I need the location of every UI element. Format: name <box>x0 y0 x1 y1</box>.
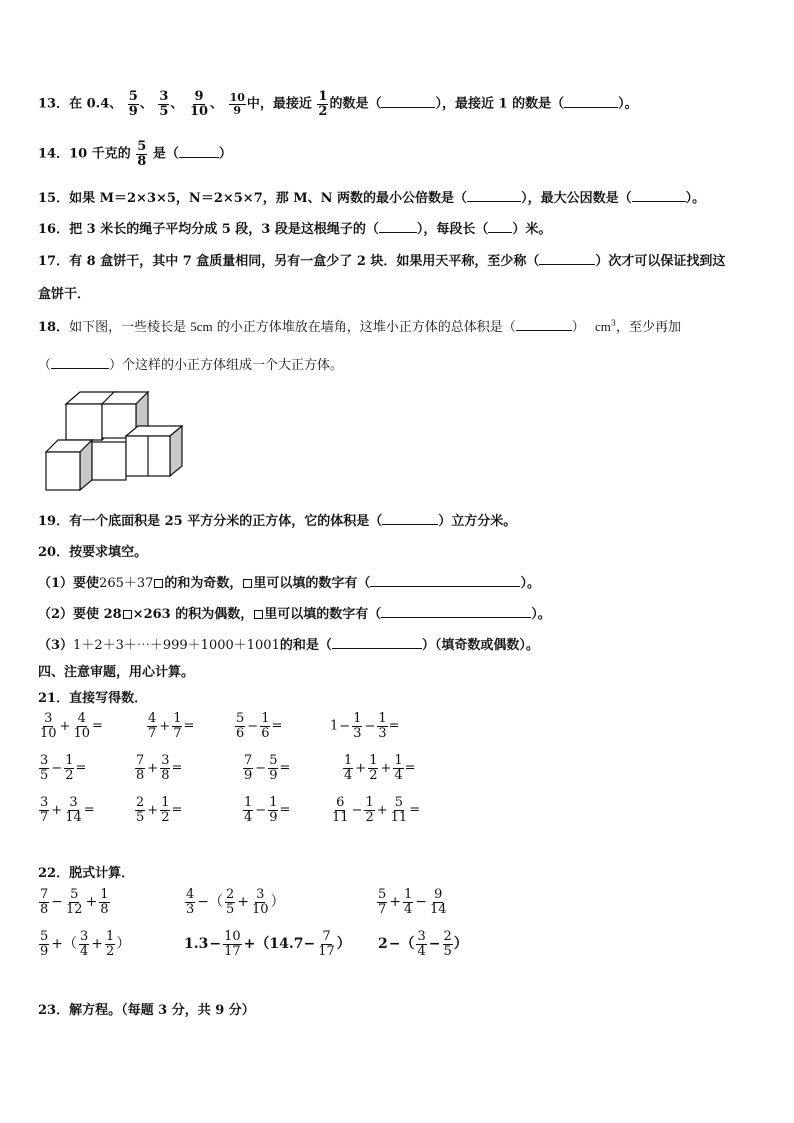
calc-item: $\frac{1}{4}$ − $\frac{1}{9}$ = <box>244 795 291 825</box>
calc-item: $\frac{7}{8}$ + $\frac{3}{8}$ = <box>136 753 183 783</box>
question-22: 22．脱式计算． <box>38 866 135 881</box>
answer-blank[interactable] <box>332 636 422 649</box>
calc-item: $\frac{7}{8}$ − $\frac{5}{12}$ + $\frac{1}{8}$ <box>40 887 109 917</box>
answer-blank[interactable] <box>381 95 435 108</box>
answer-blank[interactable] <box>382 512 438 525</box>
answer-blank[interactable] <box>370 574 520 587</box>
answer-blank[interactable] <box>632 189 686 202</box>
calc-item: 1.3− $\frac{10}{17}$ +（14.7− $\frac{7}{17}$ ） <box>184 929 351 959</box>
calc-item: 1− $\frac{1}{3}$ − $\frac{1}{3}$ = <box>330 711 400 741</box>
calc-item: $\frac{3}{10}$ + $\frac{4}{10}$ = <box>40 711 103 741</box>
question-21: 21．直接写得数． <box>38 691 148 706</box>
calc-item: $\frac{5}{6}$ − $\frac{1}{6}$ = <box>236 711 283 741</box>
question-17: 17．有 8 盒饼干，其中 7 盒质量相同，另有一盒少了 2 块．如果用天平称，至少称（ ）次才可以保证找到这 <box>38 254 726 269</box>
calc-item: $\frac{3}{7}$ + $\frac{3}{14}$ = <box>40 795 95 825</box>
answer-blank[interactable] <box>467 189 521 202</box>
calc-item: $\frac{4}{7}$ + $\frac{1}{7}$ = <box>148 711 195 741</box>
calc-item: $\frac{3}{5}$ − $\frac{1}{2}$ = <box>40 753 87 783</box>
section-heading: 四、注意审题，用心计算。 <box>38 665 195 680</box>
answer-blank[interactable] <box>488 220 512 233</box>
question-14: 14．10 千克的 $\frac{5}{8}$ 是（ ） <box>38 139 232 169</box>
question-15: 15．如果 M＝2×3×5，N＝2×5×7，那 M、N 两数的最小公倍数是（ ），最大公因数是（ ）。 <box>38 191 706 206</box>
answer-blank[interactable] <box>381 605 531 618</box>
calc-item: $\frac{5}{9}$ +（ $\frac{3}{4}$ + $\frac{1}{2}$ ） <box>40 929 131 959</box>
calc-item: $\frac{6}{11}$ − $\frac{1}{2}$ + $\frac{5}{11}$ = <box>332 795 421 825</box>
calc-item: $\frac{2}{5}$ + $\frac{1}{2}$ = <box>136 795 183 825</box>
question-17-line2: 盒饼干． <box>38 287 91 302</box>
calc-item: 2−（ $\frac{3}{4}$ − $\frac{2}{5}$ ） <box>378 929 468 959</box>
answer-blank[interactable] <box>51 356 109 369</box>
answer-blank[interactable] <box>179 145 219 158</box>
question-20: 20．按要求填空。 <box>38 545 148 560</box>
calc-item: $\frac{7}{9}$ − $\frac{5}{9}$ = <box>244 753 291 783</box>
calc-item: $\frac{1}{4}$ + $\frac{1}{2}$ + $\frac{1}{4}$ = <box>344 753 416 783</box>
answer-blank[interactable] <box>516 318 572 331</box>
question-18-line2: （ ）个这样的小正方体组成一个大正方体。 <box>38 358 344 373</box>
cube-stack-figure <box>44 388 186 492</box>
question-20-part1: （1）要使265＋37 的和为奇数， 里可以填的数字有（ ）。 <box>38 576 540 591</box>
question-23: 23．解方程。（每题 3 分，共 9 分） <box>38 1003 255 1018</box>
question-13: 13．在 0.4、 $\frac{5}{9}$ 、 $\frac{3}{5}$ 、 $\frac{9}{10}$ 、 $\frac{10}{9}$ 中，最接近 $\frac{1}{2}$ 的数是（ ），最接近 1 的数是（ ）。 <box>38 89 638 119</box>
answer-blank[interactable] <box>379 220 417 233</box>
calc-item: $\frac{4}{3}$ −（ $\frac{2}{5}$ + $\frac{3}{10}$ ） <box>186 887 285 917</box>
question-20-part2: （2）要使 28 ×263 的积为偶数， 里可以填的数字有（ ）。 <box>38 607 551 622</box>
question-18: 18．如下图，一些棱长是 5cm 的小正方体堆放在墙角，这堆小正方体的总体积是（ ） $cm^3$，至少再加 <box>38 318 681 335</box>
answer-blank[interactable] <box>564 95 618 108</box>
question-20-part3: （3）1＋2＋3＋⋯＋999＋1000＋1001的和是（ ）（填奇数或偶数）。 <box>38 638 539 653</box>
calc-item: $\frac{5}{7}$ + $\frac{1}{4}$ − $\frac{9}{14}$ <box>378 887 447 917</box>
question-16: 16．把 3 米长的绳子平均分成 5 段，3 段是这根绳子的（ ），每段长（ ）米。 <box>38 222 552 237</box>
answer-blank[interactable] <box>539 252 595 265</box>
question-19: 19．有一个底面积是 25 平方分米的正方体，它的体积是（ ）立方分米。 <box>38 514 517 529</box>
